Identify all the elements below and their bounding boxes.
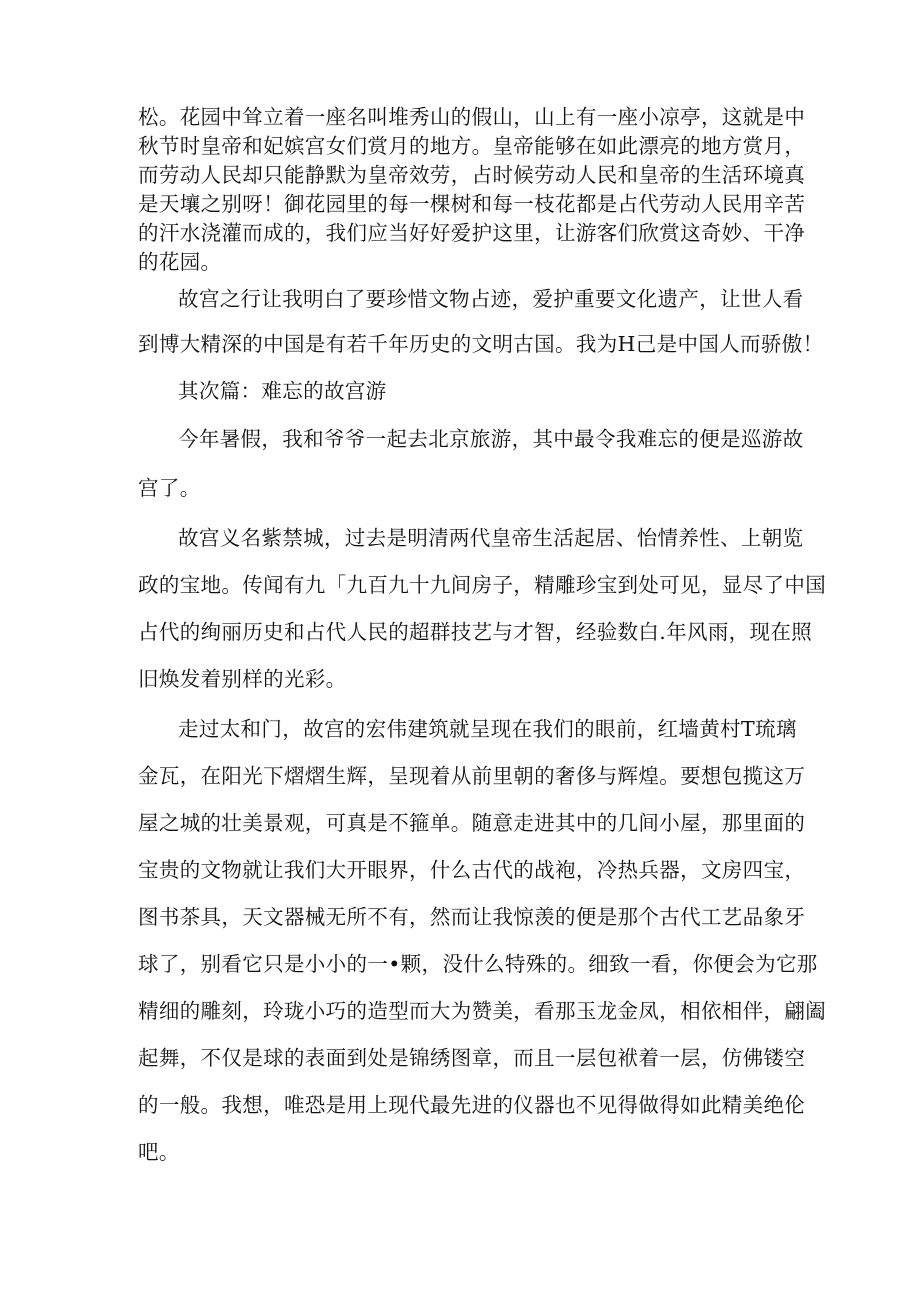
text-line: 故宫之行让我明白了要珍惜文物占迹，爱护重要文化遗产，让世人看 [178, 287, 804, 311]
text-line: 秋节时皇帝和妃嫔宫女们赏月的地方。皇帝能够在如此漂亮的地方赏月， [138, 134, 806, 158]
text-line: 松。花园中耸立着一座名叫堆秀山的假山，山上有一座小凉亭，这就是中 [138, 105, 806, 129]
text-line: 今年暑假，我和爷爷一起去北京旅游，其中最令我难忘的便是巡游故 [178, 427, 804, 451]
text-line: 起舞，不仅是球的表面到处是锦绣图章，而且一层包袱着一层，仿佛镂空 [138, 1046, 806, 1070]
text-line: 吧。 [138, 1140, 180, 1164]
section-heading: 其次篇：难忘的故宫游 [178, 379, 387, 403]
text-line: 走过太和门，故宫的宏伟建筑就呈现在我们的眼前，红墙黄村T琉璃 [178, 717, 797, 741]
text-line: 的花园。 [138, 250, 222, 274]
text-line: 金瓦，在阳光下熠熠生辉，呈现着从前里朝的奢侈与辉煌。要想包揽这万 [138, 764, 806, 788]
text-line: 宝贵的文物就让我们大开眼界，什么古代的战袍，冷热兵器，文房四宝， [138, 858, 806, 882]
text-line: 的一般。我想，唯恐是用上现代最先进的仪器也不见得做得如此精美绝伦 [138, 1093, 806, 1117]
text-line: 而劳动人民却只能静默为皇帝效劳，占时候劳动人民和皇帝的生活环境真 [138, 163, 806, 187]
text-line: 占代的绚丽历史和占代人民的超群技艺与才智，经验数白.年风雨，现在照 [138, 620, 813, 644]
text-line: 政的宝地。传闻有九「九百九十九间房子，精雕珍宝到处可见，显尽了中国 [138, 573, 827, 597]
text-line: 球了，别看它只是小小的一•颗，没什么特殊的。细致一看，你便会为它那 [138, 952, 818, 976]
text-line: 宫了。 [138, 476, 201, 500]
text-line: 精细的雕刻，玲珑小巧的造型而大为赞美，看那玉龙金凤，相依相伴，翩阖 [138, 999, 827, 1023]
text-line: 的汗水浇灌而成的，我们应当好好爱护这里，让游客们欣赏这奇妙、干净 [138, 221, 806, 245]
text-line: 屋之城的壮美景观，可真是不箍单。随意走进其中的几间小屋，那里面的 [138, 811, 806, 835]
text-line: 到博大精深的中国是有若千年历史的文明古国。我为H己是中国人而骄傲！ [138, 332, 824, 356]
text-line: 故宫义名紫禁城，过去是明清两代皇帝生活起居、怡情养性、上朝览 [178, 526, 804, 550]
text-line: 图书茶具，天文器械无所不有，然而让我惊羡的便是那个古代工艺品象牙 [138, 905, 806, 929]
text-line: 是天壤之别呀！御花园里的每一棵树和每一枝花都是占代劳动人民用辛苦 [138, 192, 806, 216]
text-line: 旧焕发着别样的光彩。 [138, 667, 347, 691]
